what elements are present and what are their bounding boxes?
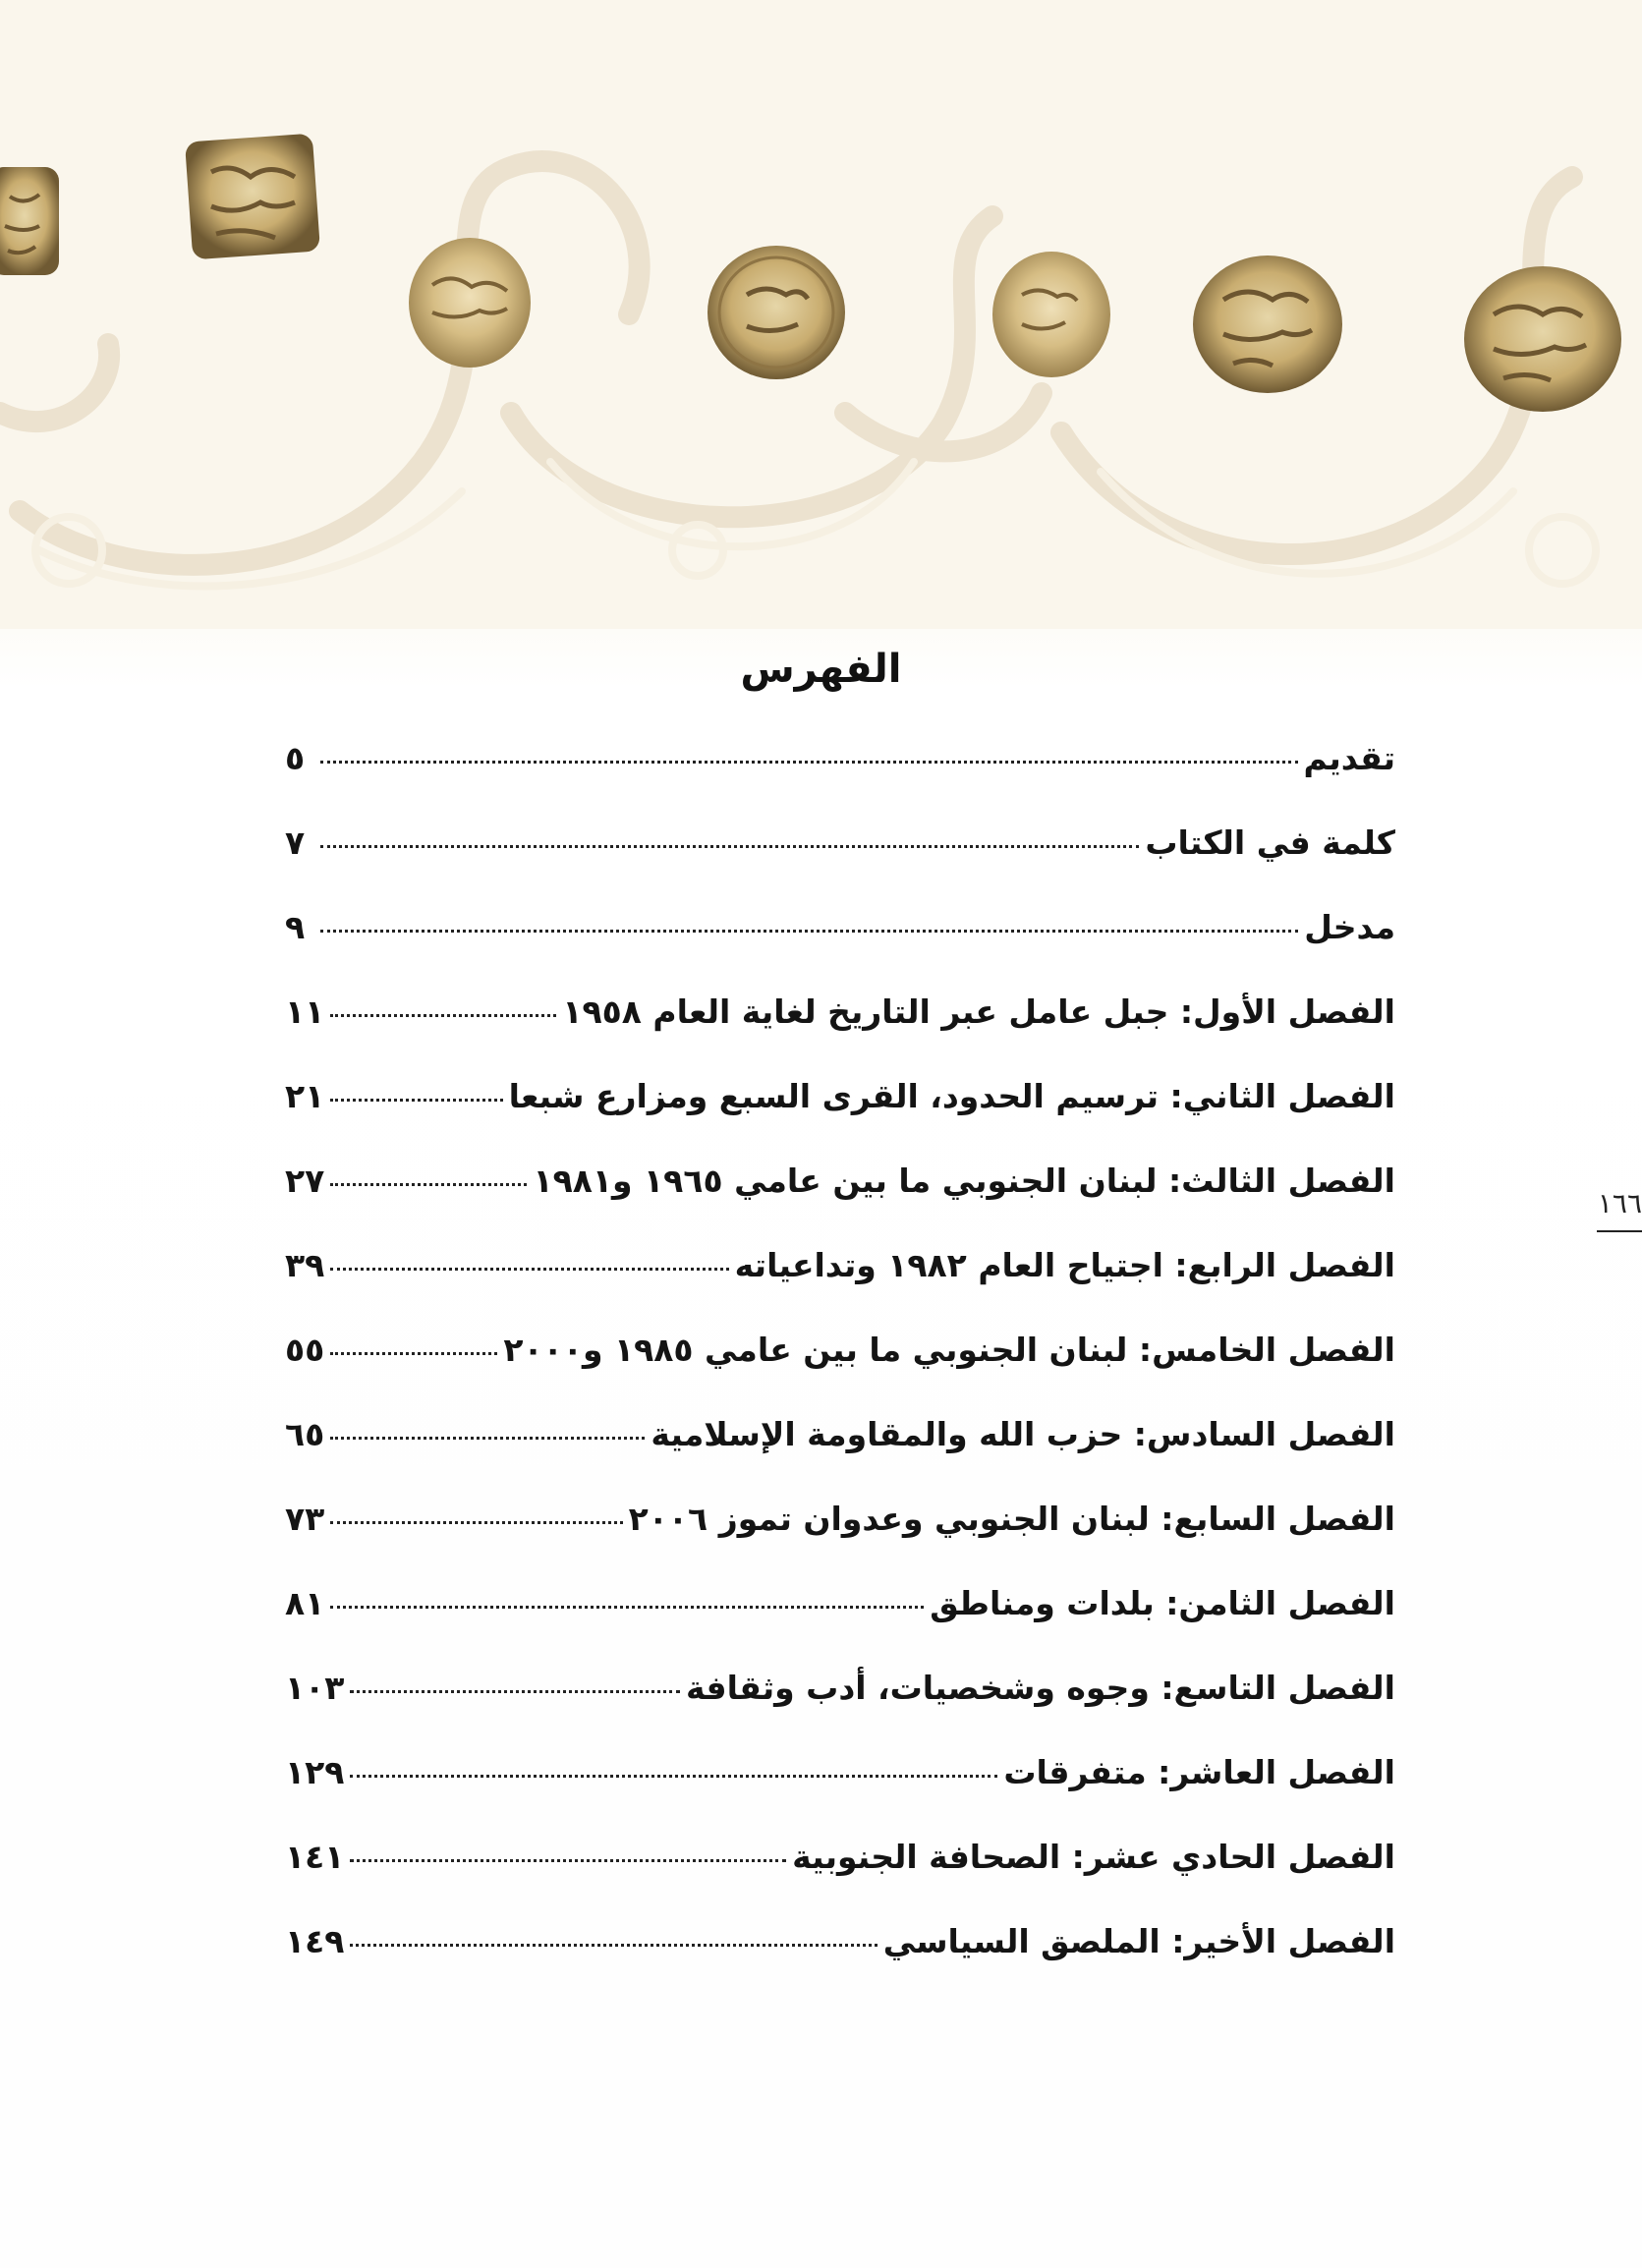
toc-entry-page: ٥٥ — [285, 1331, 325, 1369]
toc-entry-page: ١٢٩ — [285, 1753, 345, 1791]
page-title: الفهرس — [740, 647, 902, 692]
toc-entry-page: ٧ — [285, 823, 306, 862]
coin-left-edge — [0, 167, 59, 275]
toc-entry — [285, 1415, 1395, 1500]
toc-entry — [285, 1922, 1395, 2007]
toc-entry-title: مدخل — [1304, 908, 1395, 946]
toc-entry — [285, 1077, 1395, 1162]
dot-leader — [330, 1099, 502, 1102]
dot-leader — [350, 1690, 680, 1693]
coin-6 — [1464, 266, 1621, 412]
toc-entry-title: تقديم — [1303, 739, 1395, 777]
dot-leader — [320, 845, 1139, 848]
toc-entry-page: ١٠٣ — [285, 1669, 345, 1707]
toc-entry — [285, 1246, 1395, 1331]
toc-entry-title: الفصل الثامن: بلدات ومناطق — [930, 1584, 1395, 1622]
dot-leader — [330, 1183, 527, 1186]
toc-entry-title: الفصل الأخير: الملصق السياسي — [882, 1922, 1395, 1960]
coin-header-decoration — [0, 0, 1642, 629]
toc-entry-title: الفصل الرابع: اجتياح العام ١٩٨٢ وتداعياته — [734, 1246, 1395, 1284]
toc-entry-title: الفصل الثالث: لبنان الجنوبي ما بين عامي ١٩٦٥ و١٩٨١ — [533, 1162, 1395, 1200]
dot-leader — [350, 1859, 786, 1862]
toc-entry-title: الفصل التاسع: وجوه وشخصيات، أدب وثقافة — [686, 1669, 1395, 1707]
dot-leader — [350, 1775, 997, 1778]
toc-entry-title: الفصل السابع: لبنان الجنوبي وعدوان تموز ٢٠٠٦ — [628, 1500, 1395, 1538]
dot-leader — [330, 1437, 645, 1440]
toc-entry-page: ٩ — [285, 908, 306, 946]
coin-4 — [992, 252, 1110, 377]
toc-entry-page: ٨١ — [285, 1584, 325, 1622]
dot-leader — [330, 1014, 556, 1017]
coin-3 — [708, 246, 845, 379]
coin-square — [185, 134, 320, 260]
dot-leader — [330, 1268, 728, 1271]
side-page-rule — [1597, 1230, 1642, 1232]
toc-entry-title: الفصل الحادي عشر: الصحافة الجنوبية — [792, 1838, 1395, 1876]
side-page-number: ١٦٦ — [1597, 1187, 1642, 1219]
toc-entry — [285, 739, 1395, 823]
toc-entry — [285, 1669, 1395, 1753]
toc-entry-page: ٣٩ — [285, 1246, 325, 1284]
toc-entry — [285, 1500, 1395, 1584]
toc-entry-title: الفصل الثاني: ترسيم الحدود، القرى السبع ومزارع شبعا — [508, 1077, 1395, 1115]
toc-entry-title: الفصل العاشر: متفرقات — [1003, 1753, 1395, 1791]
toc-entry — [285, 1162, 1395, 1246]
toc-entry-page: ٢٧ — [285, 1162, 325, 1200]
coin-2 — [409, 238, 531, 368]
toc-entry-page: ٥ — [285, 739, 306, 777]
toc-entry-page: ١٤١ — [285, 1838, 345, 1876]
toc-entry-title: الفصل الخامس: لبنان الجنوبي ما بين عامي ١٩٨٥ و٢٠٠٠ — [503, 1331, 1395, 1369]
dot-leader — [320, 930, 1298, 933]
toc-entry-title: الفصل الأول: جبل عامل عبر التاريخ لغاية العام ١٩٥٨ — [562, 992, 1395, 1031]
toc-entry-page: ١١ — [285, 992, 325, 1031]
toc-entry-page: ١٤٩ — [285, 1922, 345, 1960]
toc-entry-title: الفصل السادس: حزب الله والمقاومة الإسلامية — [651, 1415, 1395, 1453]
toc-entry — [285, 823, 1395, 908]
toc-entry-page: ٧٣ — [285, 1500, 325, 1538]
dot-leader — [320, 761, 1298, 764]
dot-leader — [350, 1944, 877, 1947]
toc-entry — [285, 1838, 1395, 1922]
toc-entry — [285, 1584, 1395, 1669]
coin-5 — [1193, 255, 1342, 393]
table-of-contents — [285, 739, 1395, 2007]
dot-leader — [330, 1606, 924, 1609]
toc-entry — [285, 1753, 1395, 1838]
toc-entry-page: ٦٥ — [285, 1415, 325, 1453]
toc-entry — [285, 992, 1395, 1077]
dot-leader — [330, 1352, 497, 1355]
toc-entry — [285, 1331, 1395, 1415]
toc-entry — [285, 908, 1395, 992]
toc-entry-title: كلمة في الكتاب — [1145, 823, 1395, 862]
dot-leader — [330, 1521, 622, 1524]
toc-entry-page: ٢١ — [285, 1077, 325, 1115]
